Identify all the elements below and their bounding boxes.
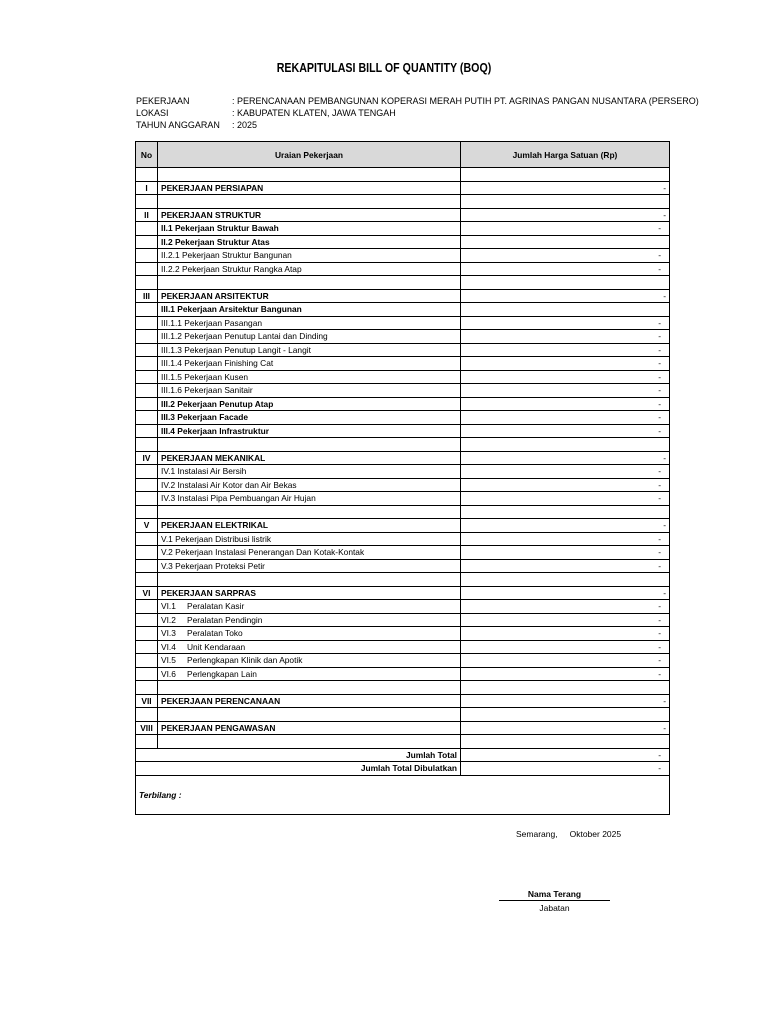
row-number: V — [136, 519, 158, 533]
row-number — [136, 546, 158, 560]
blank-row — [136, 708, 670, 722]
table-row — [136, 654, 670, 668]
blank-row — [136, 438, 670, 452]
row-description: IV.3 Instalasi Pipa Pembuangan Air Hujan — [158, 492, 461, 506]
item-text: Peralatan Toko — [187, 628, 243, 639]
row-description — [158, 505, 461, 519]
signature-position: Jabatan — [539, 903, 570, 913]
section-row — [136, 721, 670, 735]
row-number — [136, 316, 158, 330]
signature-city: Semarang, — [516, 829, 558, 839]
item-text: Peralatan Pendingin — [187, 614, 263, 625]
row-number — [136, 681, 158, 695]
row-number: III — [136, 289, 158, 303]
row-number — [136, 343, 158, 357]
row-number — [136, 465, 158, 479]
row-description — [158, 681, 461, 695]
row-value: - — [461, 451, 670, 465]
row-description: II.2.2 Pekerjaan Struktur Rangka Atap — [158, 262, 461, 276]
boq-table — [135, 141, 670, 815]
row-number — [136, 478, 158, 492]
signature-month: Oktober 2025 — [569, 829, 622, 839]
row-value: - — [461, 222, 670, 236]
table-row — [136, 384, 670, 398]
row-number — [136, 667, 158, 681]
row-description: II.1 Pekerjaan Struktur Bawah — [158, 222, 461, 236]
row-value: - — [461, 478, 670, 492]
table-header-row — [136, 142, 670, 168]
row-description — [158, 613, 461, 627]
table-row — [136, 424, 670, 438]
row-number — [136, 330, 158, 344]
row-number — [136, 573, 158, 587]
table-row — [136, 411, 670, 425]
row-value — [461, 681, 670, 695]
row-number — [136, 735, 158, 749]
info-row-tahun — [136, 119, 699, 131]
item-text: Perlengkapan Klinik dan Apotik — [187, 655, 303, 666]
table-row — [136, 397, 670, 411]
row-description: III.1.5 Pekerjaan Kusen — [158, 370, 461, 384]
row-value: - — [461, 465, 670, 479]
info-value: : KABUPATEN KLATEN, JAWA TENGAH — [232, 108, 396, 118]
row-value: - — [461, 600, 670, 614]
table-row — [136, 478, 670, 492]
row-number — [136, 195, 158, 209]
row-value: - — [461, 289, 670, 303]
row-description — [158, 600, 461, 614]
table-row — [136, 546, 670, 560]
row-value: - — [461, 316, 670, 330]
item-text: Unit Kendaraan — [187, 641, 246, 652]
row-description: PEKERJAAN SARPRAS — [158, 586, 461, 600]
row-value: - — [461, 654, 670, 668]
row-description — [158, 276, 461, 290]
terbilang-label: Terbilang : — [136, 775, 670, 814]
totals-body — [136, 748, 670, 814]
total-row — [136, 748, 670, 762]
info-label: PEKERJAAN — [136, 96, 190, 106]
row-description: III.1 Pekerjaan Arsitektur Bangunan — [158, 303, 461, 317]
row-value: - — [461, 546, 670, 560]
table-row — [136, 370, 670, 384]
item-code: VI.2 — [161, 614, 176, 625]
section-row — [136, 181, 670, 195]
total-value: - — [461, 748, 670, 762]
row-description: III.2 Pekerjaan Penutup Atap — [158, 397, 461, 411]
row-description: III.1.3 Pekerjaan Penutup Langit - Langit — [158, 343, 461, 357]
row-number — [136, 627, 158, 641]
row-value: - — [461, 249, 670, 263]
row-value: - — [461, 667, 670, 681]
row-value — [461, 303, 670, 317]
table-row — [136, 640, 670, 654]
row-number — [136, 424, 158, 438]
row-description — [158, 627, 461, 641]
row-value — [461, 235, 670, 249]
header-jumlah: Jumlah Harga Satuan (Rp) — [461, 142, 670, 168]
table-row — [136, 249, 670, 263]
row-description: PEKERJAAN STRUKTUR — [158, 208, 461, 222]
table-row — [136, 667, 670, 681]
table-row — [136, 235, 670, 249]
table-row — [136, 357, 670, 371]
row-description: III.3 Pekerjaan Facade — [158, 411, 461, 425]
row-value: - — [461, 181, 670, 195]
row-number — [136, 654, 158, 668]
row-value: - — [461, 586, 670, 600]
document-title: REKAPITULASI BILL OF QUANTITY (BOQ) — [276, 60, 492, 75]
row-description: PEKERJAAN MEKANIKAL — [158, 451, 461, 465]
item-code: VI.3 — [161, 628, 176, 639]
row-description — [158, 573, 461, 587]
table-row — [136, 600, 670, 614]
row-description — [158, 168, 461, 182]
row-description — [158, 667, 461, 681]
signature-date — [516, 829, 633, 839]
row-number — [136, 600, 158, 614]
row-description: V.2 Pekerjaan Instalasi Penerangan Dan Kotak-Kontak — [158, 546, 461, 560]
row-description: PEKERJAAN PENGAWASAN — [158, 721, 461, 735]
row-number — [136, 532, 158, 546]
info-value: : 2025 — [232, 120, 258, 130]
row-number — [136, 505, 158, 519]
row-number — [136, 249, 158, 263]
row-number — [136, 235, 158, 249]
row-number — [136, 397, 158, 411]
row-value: - — [461, 384, 670, 398]
row-description: III.4 Pekerjaan Infrastruktur — [158, 424, 461, 438]
blank-row — [136, 573, 670, 587]
row-value: - — [461, 397, 670, 411]
row-value — [461, 168, 670, 182]
row-value — [461, 708, 670, 722]
row-description — [158, 654, 461, 668]
row-description: PEKERJAAN PERSIAPAN — [158, 181, 461, 195]
table-row — [136, 465, 670, 479]
row-number — [136, 492, 158, 506]
blank-row — [136, 195, 670, 209]
row-description: III.1.4 Pekerjaan Finishing Cat — [158, 357, 461, 371]
row-description — [158, 640, 461, 654]
row-number — [136, 370, 158, 384]
row-value: - — [461, 694, 670, 708]
row-number — [136, 168, 158, 182]
row-number — [136, 708, 158, 722]
item-code: VI.5 — [161, 655, 176, 666]
row-value: - — [461, 370, 670, 384]
row-number: I — [136, 181, 158, 195]
row-value: - — [461, 262, 670, 276]
row-description: IV.2 Instalasi Air Kotor dan Air Bekas — [158, 478, 461, 492]
blank-row — [136, 168, 670, 182]
row-number — [136, 262, 158, 276]
row-description: II.2 Pekerjaan Struktur Atas — [158, 235, 461, 249]
signature-name: Nama Terang — [499, 889, 610, 901]
table-row — [136, 303, 670, 317]
row-description: III.1.1 Pekerjaan Pasangan — [158, 316, 461, 330]
blank-row — [136, 505, 670, 519]
row-description: IV.1 Instalasi Air Bersih — [158, 465, 461, 479]
row-value: - — [461, 519, 670, 533]
signature-block — [499, 889, 610, 913]
row-value: - — [461, 721, 670, 735]
row-description: V.3 Pekerjaan Proteksi Petir — [158, 559, 461, 573]
table-row — [136, 330, 670, 344]
row-value: - — [461, 532, 670, 546]
row-description — [158, 735, 461, 749]
row-description: III.1.2 Pekerjaan Penutup Lantai dan Dinding — [158, 330, 461, 344]
row-value: - — [461, 411, 670, 425]
row-number — [136, 640, 158, 654]
section-row — [136, 694, 670, 708]
terbilang-row — [136, 775, 670, 814]
row-description: PEKERJAAN ARSITEKTUR — [158, 289, 461, 303]
table-row — [136, 492, 670, 506]
item-text: Peralatan Kasir — [187, 601, 245, 612]
section-row — [136, 208, 670, 222]
table-row — [136, 627, 670, 641]
row-description: V.1 Pekerjaan Distribusi listrik — [158, 532, 461, 546]
row-description — [158, 195, 461, 209]
row-value — [461, 505, 670, 519]
row-number: II — [136, 208, 158, 222]
row-value — [461, 276, 670, 290]
item-text: Perlengkapan Lain — [187, 668, 257, 679]
row-number — [136, 384, 158, 398]
section-row — [136, 586, 670, 600]
row-value: - — [461, 613, 670, 627]
row-description — [158, 708, 461, 722]
info-row-pekerjaan — [136, 95, 699, 107]
row-number: VII — [136, 694, 158, 708]
table-row — [136, 316, 670, 330]
table-row — [136, 262, 670, 276]
header-uraian: Uraian Pekerjaan — [158, 142, 461, 168]
table-row — [136, 559, 670, 573]
info-row-lokasi — [136, 107, 699, 119]
header-no: No — [136, 142, 158, 168]
row-value — [461, 438, 670, 452]
row-value: - — [461, 330, 670, 344]
total-rounded-label: Jumlah Total Dibulatkan — [136, 762, 461, 776]
row-value: - — [461, 640, 670, 654]
row-number — [136, 303, 158, 317]
blank-row — [136, 735, 670, 749]
row-number: IV — [136, 451, 158, 465]
blank-row — [136, 276, 670, 290]
row-value: - — [461, 627, 670, 641]
row-value: - — [461, 208, 670, 222]
info-label: TAHUN ANGGARAN — [136, 120, 220, 130]
row-number — [136, 411, 158, 425]
row-number — [136, 438, 158, 452]
row-description: III.1.6 Pekerjaan Sanitair — [158, 384, 461, 398]
row-number — [136, 357, 158, 371]
row-description: PEKERJAAN PERENCANAAN — [158, 694, 461, 708]
table-row — [136, 222, 670, 236]
table-row — [136, 613, 670, 627]
item-code: VI.4 — [161, 641, 176, 652]
row-value — [461, 573, 670, 587]
table-row — [136, 532, 670, 546]
row-value: - — [461, 559, 670, 573]
section-row — [136, 451, 670, 465]
row-description: II.2.1 Pekerjaan Struktur Bangunan — [158, 249, 461, 263]
section-row — [136, 289, 670, 303]
row-value — [461, 735, 670, 749]
item-code: VI.6 — [161, 668, 176, 679]
blank-row — [136, 681, 670, 695]
total-label: Jumlah Total — [136, 748, 461, 762]
row-description: PEKERJAAN ELEKTRIKAL — [158, 519, 461, 533]
project-info — [136, 95, 699, 131]
info-value: : PERENCANAAN PEMBANGUNAN KOPERASI MERAH PUTIH PT. AGRINAS PANGAN NUSANTARA (PERSERO) — [232, 96, 699, 106]
row-value — [461, 195, 670, 209]
row-number — [136, 559, 158, 573]
boq-body — [136, 168, 670, 749]
row-value: - — [461, 343, 670, 357]
info-label: LOKASI — [136, 108, 169, 118]
section-row — [136, 519, 670, 533]
row-value: - — [461, 357, 670, 371]
row-number: VIII — [136, 721, 158, 735]
row-number: VI — [136, 586, 158, 600]
total-rounded-value: - — [461, 762, 670, 776]
item-code: VI.1 — [161, 601, 176, 612]
total-rounded-row — [136, 762, 670, 776]
row-value: - — [461, 492, 670, 506]
row-number — [136, 276, 158, 290]
table-row — [136, 343, 670, 357]
row-number — [136, 222, 158, 236]
row-number — [136, 613, 158, 627]
row-value: - — [461, 424, 670, 438]
row-description — [158, 438, 461, 452]
